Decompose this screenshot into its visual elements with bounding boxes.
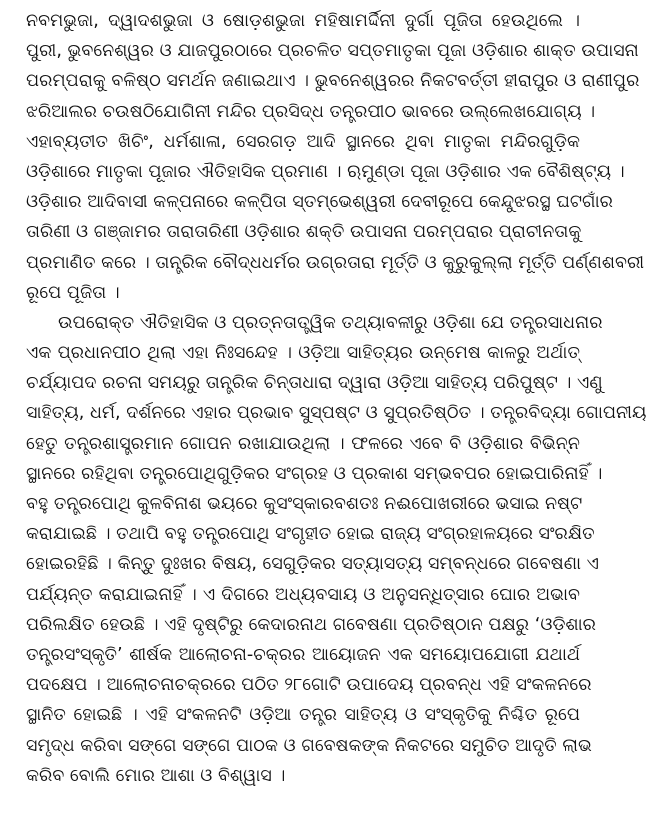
text-line: ରୂପେ ପୂଜିତା । (26, 282, 120, 303)
text-line: କରାଯାଇଛି । ତଥାପି ବହୁ ତନ୍ତ୍ରପୋଥି ସଂଗୃହୀତ ହୋଇ ରାଜ୍ୟ ସଂଗ୍ରହାଳୟରେ ସଂରକ୍ଷିତ (26, 524, 595, 545)
text-line: ପରିଲକ୍ଷିତ ହେଉଛି । ଏହି ଦୃଷ୍ଟିରୁ କେଦାରନାଥ ଗବେଷଣା ପ୍ରତିଷ୍ଠାନ ପକ୍ଷରୁ ‘ଓଡ଼ିଶାର (26, 614, 596, 635)
paragraph-shakti-worship (26, 6, 645, 308)
text-line: ପଦକ୍ଷେପ । ଆଲୋଚନାଚକ୍ରରେ ପଠିତ ୨୮ଗୋଟି ଉପାଦେୟ ପ୍ରବନ୍ଧ ଏହି ସଂକଳନରେ (26, 675, 592, 696)
text-line: ଓଡ଼ିଶାରେ ମାତୃକା ପୂଜାର ଐତିହାସିକ ପ୍ରମାଣ । ଋମୁଣ୍ଡା ପୂଜା ଓଡ଼ିଶାର ଏକ ବୈଶିଷ୍ଟ୍ୟ । (26, 161, 625, 182)
text-line: ହୋଇରହିଛି । କିନ୍ତୁ ଦୁଃଖର ବିଷୟ, ସେଗୁଡ଼ିକର ସତ୍ୟାସତ୍ୟ ସମ୍ବନ୍ଧରେ ଗବେଷଣା ଏ (26, 554, 599, 575)
text-line: ଉପରୋକ୍ତ ଐତିହାସିକ ଓ ପ୍ରତ୍ନତାତ୍ତ୍ୱିକ ତଥ୍ୟାବଳୀରୁ ଓଡ଼ିଶା ଯେ ତନ୍ତ୍ରସାଧନାର (58, 312, 603, 333)
text-line: ସମୃଦ୍ଧ କରିବା ସଙ୍ଗେ ସଙ୍ଗେ ପାଠକ ଓ ଗବେଷକଙ୍କ ନିକଟରେ ସମୁଚିତ ଆଦୃତି ଲାଭ (26, 735, 592, 756)
text-line: ବହୁ ତନ୍ତ୍ରପୋଥି କୁଳବିନାଶ ଭୟରେ କୁସଂସ୍କାରବଶତଃ ନଈପୋଖରୀରେ ଭସାଇ ନଷ୍ଟ (26, 494, 583, 514)
text-line: ସାହିତ୍ୟ, ଧର୍ମ, ଦର୍ଶନରେ ଏହାର ପ୍ରଭାବ ସୁସ୍ପଷ୍ଟ ଓ ସୁପ୍ରତିଷ୍ଠିତ । ତନ୍ତ୍ରବିଦ୍ୟା ଗୋପନୀୟ (26, 403, 646, 424)
paragraph-tantra-tradition (26, 308, 646, 791)
text-line: ହେତୁ ତନ୍ତ୍ରଶାସ୍ତ୍ରମାନ ଗୋପନ ରଖାଯାଉଥିଲା । ଫଳରେ ଏବେ ବି ଓଡ଼ିଶାର ବିଭିନ୍ନ (26, 433, 580, 454)
text-line: ତାରିଣୀ ଓ ଗଞ୍ଜାମର ତାରାତାରିଣୀ ଓଡ଼ିଶାର ଶକ୍ତି ଉପାସନା ପରମ୍ପରାର ପ୍ରାଚୀନତାକୁ (26, 222, 582, 243)
text-line: ପ୍ରମାଣିତ କରେ । ତାନ୍ତ୍ରିକ ବୌଦ୍ଧଧର୍ମର ଉଗ୍ରତାରା ମୂର୍ତ୍ତି ଓ କୁରୁକୁଲ୍ଲା ମୂର୍ତ୍ତି ପର୍ଣ୍ଣଶବରୀ (26, 252, 645, 273)
text-line: ଚର୍ଯ୍ୟାପଦ ରଚନା ସମୟରୁ ତାନ୍ତ୍ରିକ ଚିନ୍ତାଧାରା ଦ୍ୱାରା ଓଡ଼ିଆ ସାହିତ୍ୟ ପରିପୁଷ୍ଟ । ଏଣୁ (26, 373, 603, 394)
text-line: ତନ୍ତ୍ରସଂସ୍କୃତି’ ଶୀର୍ଷକ ଆଲୋଚନା-ଚକ୍ରର ଆୟୋଜନ ଏକ ସମୟୋପଯୋଗୀ ଯଥାର୍ଥ (26, 644, 580, 665)
text-line: ଓଡ଼ିଶାର ଆଦିବାସୀ କଳ୍ପନାରେ କଳ୍ପିତା ସ୍ତମ୍ଭେଶ୍ୱରୀ ଦେବୀରୂପେ କେନ୍ଦୁଝରସ୍ଥ ଘଟଗାଁର (26, 192, 613, 213)
text-line: ସ୍ଥାନରେ ରହିଥିବା ତନ୍ତ୍ରପୋଥିଗୁଡ଼ିକର ସଂଗ୍ରହ ଓ ପ୍ରକାଶ ସମ୍ଭବପର ହୋଇପାରିନାହିଁ । (26, 463, 603, 484)
text-line: ନବମଭୁଜା, ଦ୍ୱାଦଶଭୁଜା ଓ ଷୋଡ଼ଶଭୁଜା ମହିଷାମର୍ଦ୍ଦିନୀ ଦୁର୍ଗା ପୂଜିତା ହେଉଥିଲେ । (26, 11, 580, 31)
text-line: ଏକ ପ୍ରଧାନପୀଠ ଥିଲା ଏହା ନିଃସନ୍ଦେହ । ଓଡ଼ିଆ ସାହିତ୍ୟର ଉନ୍ମେଷ କାଳରୁ ଅର୍ଥାତ୍ (26, 343, 580, 364)
text-line: ଝରିଆଲର ଚଉଷଠିଯୋଗିନୀ ମନ୍ଦିର ପ୍ରସିଦ୍ଧ ତନ୍ତ୍ରପୀଠ ଭାବରେ ଉଲ୍ଲେଖଯୋଗ୍ୟ । (26, 101, 596, 122)
text-line: ପର୍ଯ୍ୟନ୍ତ କରାଯାଇନାହିଁ । ଏ ଦିଗରେ ଅଧ୍ୟବସାୟ ଓ ଅନୁସନ୍ଧିତ୍ସାର ଘୋର ଅଭାବ (26, 584, 580, 605)
text-line: ଏହାବ୍ୟତୀତ ଖିଚିଂ, ଧର୍ମଶାଳା, ସେରଗଡ଼ ଆଦି ସ୍ଥାନରେ ଥିବା ମାତୃକା ମନ୍ଦିରଗୁଡ଼ିକ (26, 131, 580, 152)
text-line: ପରମ୍ପରାକୁ ବଳିଷ୍ଠ ସମର୍ଥନ ଜଣାଇଥାଏ । ଭୁବନେଶ୍ୱରର ନିକଟବର୍ତ୍ତୀ ହୀରାପୁର ଓ ରାଣୀପୁର (26, 71, 640, 92)
text-line: କରିବ ବୋଲି ମୋର ଆଶା ଓ ବିଶ୍ୱାସ । (26, 765, 286, 786)
text-line: ସ୍ଥାନିତ ହୋଇଛି । ଏହି ସଂକଳନଟି ଓଡ଼ିଆ ତନ୍ତ୍ର ସାହିତ୍ୟ ଓ ସଂସ୍କୃତିକୁ ନିଶ୍ଚିତ ରୂପେ (26, 705, 580, 726)
text-line: ପୁରୀ, ଭୁବନେଶ୍ୱର ଓ ଯାଜପୁରଠାରେ ପ୍ରଚଳିତ ସପ୍ତମାତୃକା ପୂଜା ଓଡ଼ିଶାର ଶାକ୍ତ ଉପାସନା (26, 41, 639, 62)
